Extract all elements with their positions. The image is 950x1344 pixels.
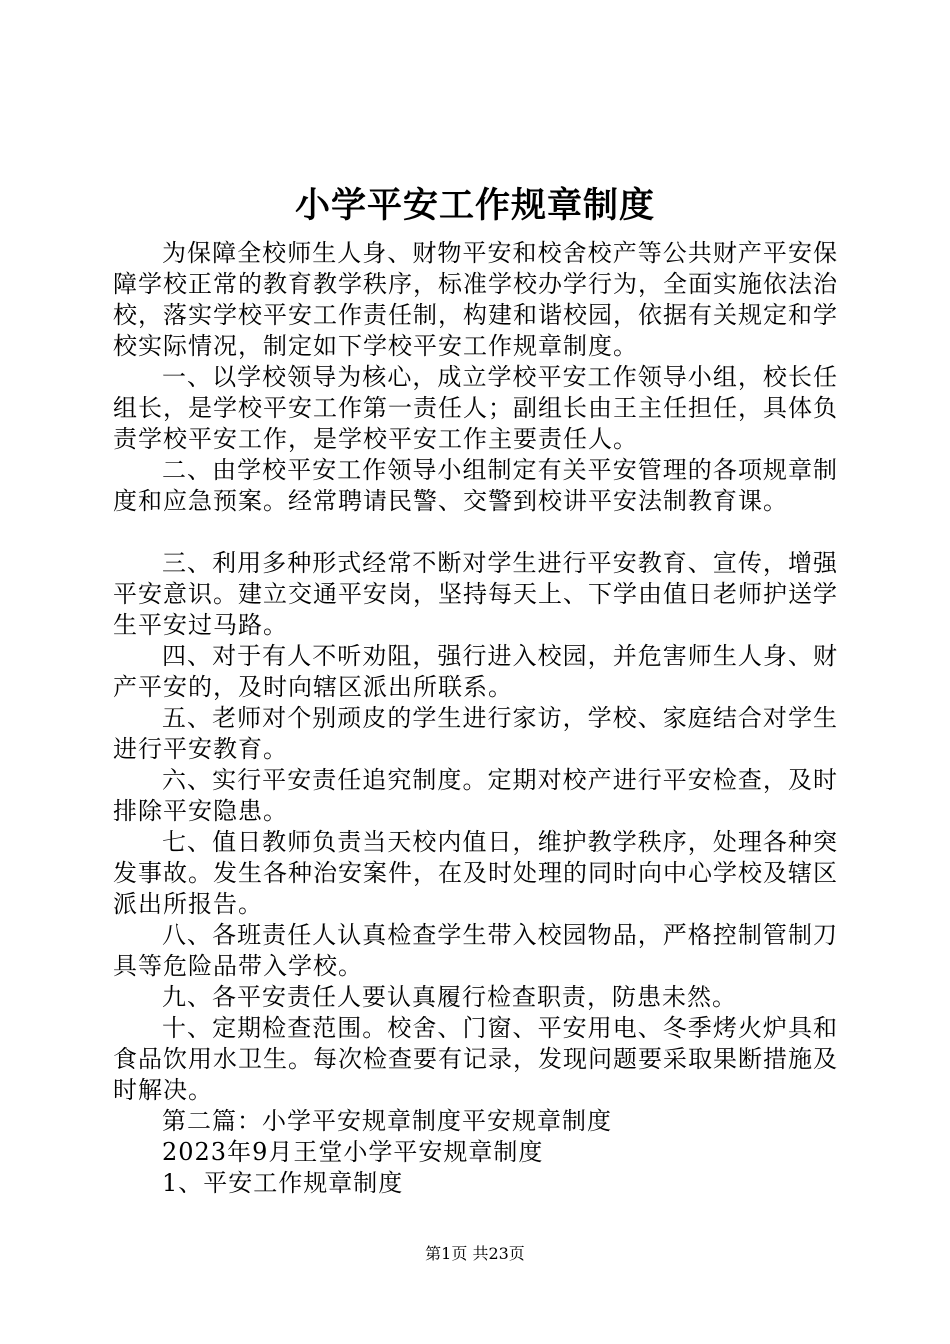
paragraph-item-6: 六、实行平安责任追究制度。定期对校产进行平安检查，及时排除平安隐患。 <box>113 766 838 825</box>
paragraph-item-2: 二、由学校平安工作领导小组制定有关平安管理的各项规章制度和应急预案。经常聘请民警、交警到校讲平安法制教育课。 <box>113 456 838 515</box>
paragraph-item-1: 一、以学校领导为核心，成立学校平安工作领导小组，校长任组长，是学校平安工作第一责任人；副组长由王主任担任，具体负责学校平安工作，是学校平安工作主要责任人。 <box>113 363 838 453</box>
page-number-footer: 第1页 共23页 <box>425 1244 525 1263</box>
paragraph-item-7: 七、值日教师负责当天校内值日，维护教学秩序，处理各种突发事故。发生各种治安案件，在及时处理的同时向中心学校及辖区派出所报告。 <box>113 828 838 918</box>
paragraph-item-4: 四、对于有人不听劝阻，强行进入校园，并危害师生人身、财产平安的，及时向辖区派出所联系。 <box>113 642 838 701</box>
paragraph-intro: 为保障全校师生人身、财物平安和校舍校产等公共财产平安保障学校正常的教育教学秩序，标准学校办学行为，全面实施依法治校，落实学校平安工作责任制，构建和谐校园，依据有关规定和学校实际情况，制定如下学校平安工作规章制度。 <box>113 239 838 360</box>
paragraph-item-3: 三、利用多种形式经常不断对学生进行平安教育、宣传，增强平安意识。建立交通平安岗，坚持每天上、下学由值日老师护送学生平安过马路。 <box>113 549 838 639</box>
section-subheading-rules: 1、平安工作规章制度 <box>162 1169 404 1197</box>
paragraph-item-5: 五、老师对个别顽皮的学生进行家访，学校、家庭结合对学生进行平安教育。 <box>113 704 838 763</box>
section-heading-part-two: 第二篇：小学平安规章制度平安规章制度 <box>162 1107 612 1135</box>
document-body <box>113 238 838 1199</box>
page-title: 小学平安工作规章制度 <box>294 185 655 226</box>
paragraph-item-8: 八、各班责任人认真检查学生带入校园物品，严格控制管制刀具等危险品带入学校。 <box>113 921 838 980</box>
paragraph-item-9: 九、各平安责任人要认真履行检查职责，防患未然。 <box>162 983 737 1011</box>
paragraph-item-10: 十、定期检查范围。校舍、门窗、平安用电、冬季烤火炉具和食品饮用水卫生。每次检查要有记录，发现问题要采取果断措施及时解决。 <box>113 1014 838 1104</box>
section-subheading-date: 2023年9月王堂小学平安规章制度 <box>162 1138 544 1166</box>
